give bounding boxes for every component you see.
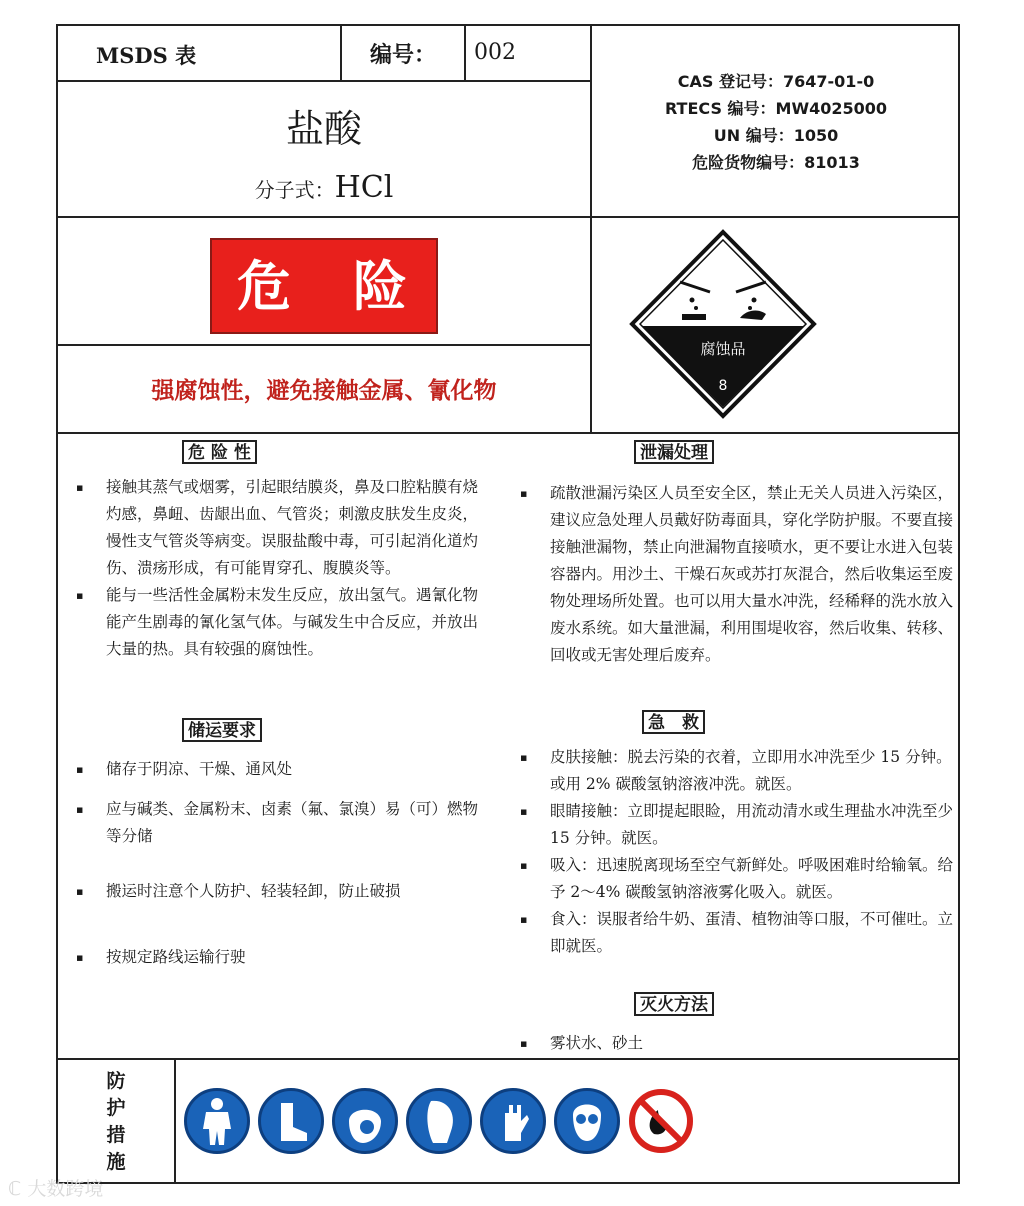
safety-boots-icon (258, 1088, 324, 1154)
first-aid-list (502, 744, 954, 960)
formula-value: HCl (334, 170, 394, 205)
spill-title: 泄漏处理 (634, 440, 714, 464)
no-fire-icon (628, 1088, 694, 1154)
list-item: ▪ 吸入：迅速脱离现场至空气新鲜处。呼吸困难时给输氧。给予 2～4% 碳酸氢钠溶液雾化吸入。就医。 (502, 852, 954, 906)
divider (464, 26, 466, 80)
number-value: 002 (474, 40, 516, 65)
divider (58, 1058, 960, 1060)
fire-list (502, 1030, 954, 1057)
divider (58, 80, 592, 82)
corrosive-icon (628, 228, 818, 420)
first-aid-title: 急 救 (642, 710, 705, 734)
formula-label: 分子式： (254, 178, 335, 202)
formula-row (58, 170, 590, 205)
respirator-mask-icon (332, 1088, 398, 1154)
storage-title: 储运要求 (182, 718, 262, 742)
corrosive-pictogram (628, 228, 818, 420)
danger-signal-word: 危 险 (237, 255, 411, 318)
watermark-text: 大数跨境 (27, 1178, 104, 1200)
list-item: ▪ 疏散泄漏污染区人员至安全区，禁止无关人员进入污染区，建议应急处理人员戴好防毒面具，穿化学防护服。不要直接接触泄漏物，禁止向泄漏物直接喷水，更不要让水进入包装容器内。用沙土、干燥石灰或苏打灰混合，然后收集运至废物处理场所处置。也可以用大量水冲洗，经稀释的洗水放入废水系统。如大量泄漏，利用围堤收容，然后收集、转移、回收或无害处理后废弃。 (502, 480, 954, 669)
divider (58, 344, 592, 346)
msds-sheet (56, 24, 960, 1184)
safety-goggles-icon (554, 1088, 620, 1154)
number-label: 编号： (370, 43, 437, 68)
registry-block (592, 68, 960, 176)
chemical-name: 盐酸 (285, 107, 362, 151)
protective-gloves-icon (480, 1088, 546, 1154)
list-item: ▪ 皮肤接触：脱去污染的衣着，立即用水冲洗至少 15 分钟。或用 2% 碳酸氢钠溶液冲洗。就医。 (502, 744, 954, 798)
divider (340, 26, 342, 80)
msds-label: MSDS 表 (96, 43, 197, 68)
protective-suit-icon (184, 1088, 250, 1154)
spill-list (502, 480, 954, 669)
list-item: ▪ 能与一些活性金属粉末发生反应，放出氢气。遇氰化物能产生剧毒的氰化氢气体。与碱发生中合反应，并放出大量的热。具有较强的腐蚀性。 (58, 582, 488, 663)
pictogram-label: 腐蚀品 (700, 340, 746, 358)
danger-banner (210, 238, 438, 334)
list-item: ▪ 雾状水、砂土 (502, 1030, 954, 1057)
face-shield-icon (406, 1088, 472, 1154)
hazards-title: 危 险 性 (182, 440, 257, 464)
fire-title: 灭火方法 (634, 992, 714, 1016)
list-item: ▪ 眼睛接触：立即提起眼睑，用流动清水或生理盐水冲洗至少 15 分钟。就医。 (502, 798, 954, 852)
divider (58, 216, 960, 218)
hazards-list (58, 474, 488, 663)
rtecs-number: RTECS 编号：MW4025000 (664, 99, 888, 118)
protection-label: 防 护 措 施 (106, 1070, 126, 1173)
list-item: ▪ 按规定路线运输行驶 (76, 948, 246, 966)
pictogram-class: 8 (718, 378, 728, 394)
warning-statement: 强腐蚀性，避免接触金属、氰化物 (151, 378, 497, 404)
un-number: UN 编号：1050 (713, 126, 839, 145)
cas-number: CAS 登记号：7647-01-0 (677, 72, 875, 91)
divider (58, 432, 960, 434)
list-item: ▪ 食入：误服者给牛奶、蛋清、植物油等口服，不可催吐。立即就医。 (502, 906, 954, 960)
divider (174, 1058, 176, 1184)
dangerous-goods-number: 危险货物编号：81013 (692, 153, 860, 172)
list-item: ▪ 搬运时注意个人防护、轻装轻卸，防止破损 (76, 882, 401, 900)
watermark (8, 1174, 103, 1201)
watermark-logo-icon: ℂ (8, 1178, 22, 1200)
list-item: ▪ 应与碱类、金属粉末、卤素（氟、氯溴）易（可）燃物等分储 (76, 800, 479, 845)
list-item: ▪ 接触其蒸气或烟雾，引起眼结膜炎，鼻及口腔粘膜有烧灼感，鼻衄、齿龈出血、气管炎；刺激皮肤发生皮炎，慢性支气管炎等病变。误服盐酸中毒，可引起消化道灼伤、溃疡形成，有可能胃穿孔、腹膜炎等。 (58, 474, 488, 582)
list-item: ▪ 储存于阴凉、干燥、通风处 (76, 760, 293, 778)
